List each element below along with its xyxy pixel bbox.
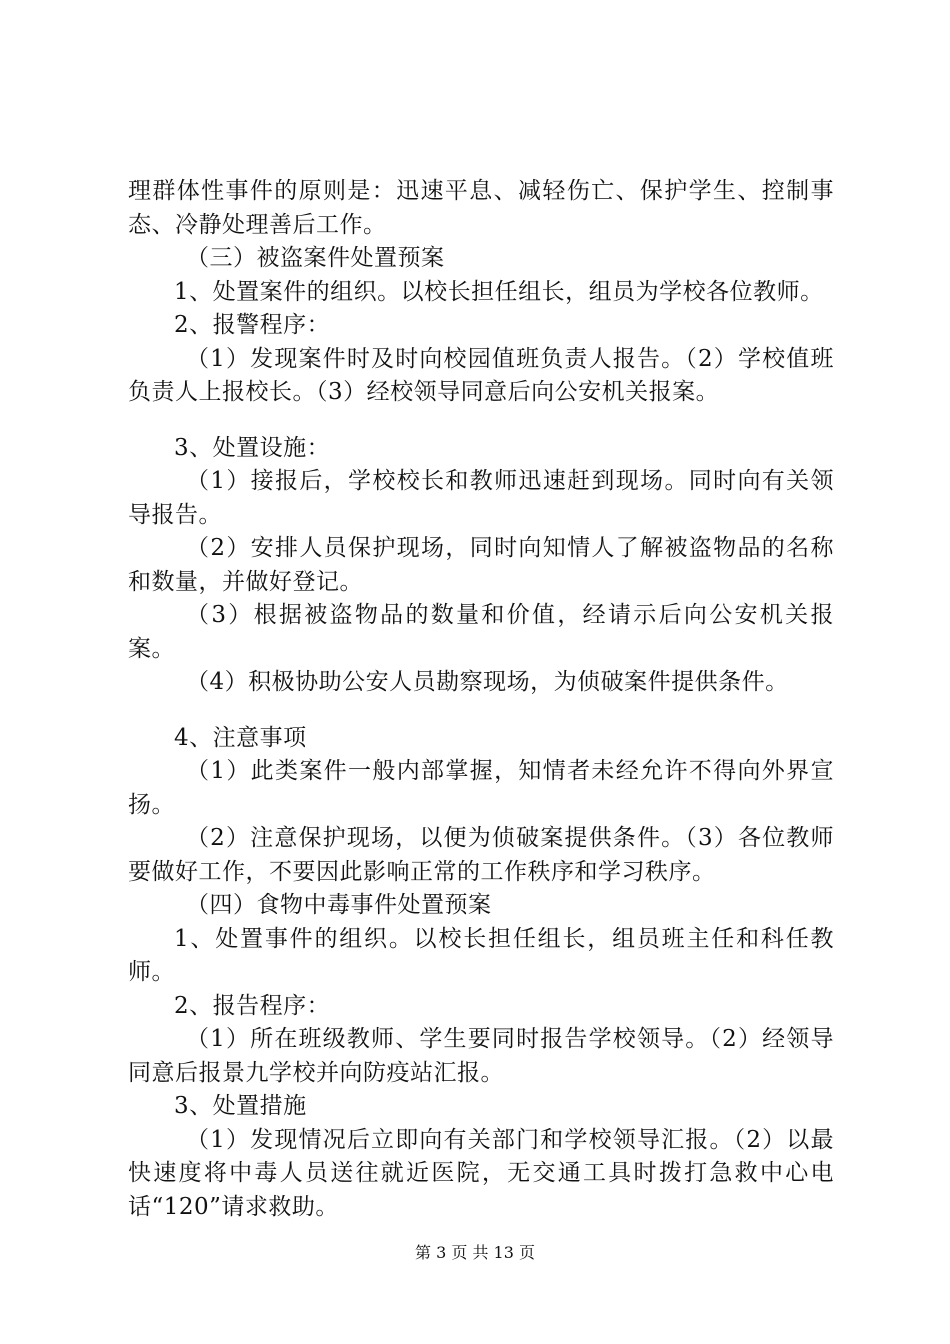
paragraph-measure-1: （1）接报后，学校校长和教师迅速赶到现场。同时向有关领导报告。 xyxy=(128,468,834,528)
section-heading-theft: （三）被盗案件处置预案 xyxy=(186,245,445,271)
paragraph-handling-measures: 3、处置设施： xyxy=(174,434,331,461)
paragraph-note-1: （1）此类案件一般内部掌握，知情者未经允许不得向外界宣扬。 xyxy=(128,758,834,818)
paragraph-food-measure-steps: （1）发现情况后立即向有关部门和学校领导汇报。（2）以最快速度将中毒人员送往就近医院，无交通工具时拨打急救中心电话“120”请求救助。 xyxy=(128,1126,834,1220)
document-body xyxy=(128,175,834,1224)
paragraph-food-organization: 1、处置事件的组织。以校长担任组长，组员班主任和科任教师。 xyxy=(128,925,834,985)
paragraph-alarm-procedure: 2、报警程序： xyxy=(174,312,331,338)
paragraph-notes: 4、注意事项 xyxy=(174,724,307,751)
paragraph-measure-3: （3）根据被盗物品的数量和价值，经请示后向公安机关报案。 xyxy=(128,602,834,662)
paragraph-measure-4: （4）积极协助公安人员勘察现场，为侦破案件提供条件。 xyxy=(186,669,789,695)
section-heading-food-poisoning: （四）食物中毒事件处置预案 xyxy=(186,892,492,918)
paragraph-report-procedure: 2、报告程序： xyxy=(174,992,331,1019)
page-footer: 第 3 页 共 13 页 xyxy=(415,1243,535,1262)
paragraph-food-measures: 3、处置措施 xyxy=(174,1093,307,1119)
paragraph-note-2: （2）注意保护现场，以便为侦破案提供条件。（3）各位教师要做好工作，不要因此影响正常的工作秩序和学习秩序。 xyxy=(128,825,834,885)
paragraph-principle: 理群体性事件的原则是：迅速平息、减轻伤亡、保护学生、控制事态、冷静处理善后工作。 xyxy=(128,178,834,238)
paragraph-measure-2: （2）安排人员保护现场，同时向知情人了解被盗物品的名称和数量，并做好登记。 xyxy=(128,535,834,595)
paragraph-alarm-steps: （1）发现案件时及时向校园值班负责人报告。（2）学校值班负责人上报校长。（3）经校领导同意后向公安机关报案。 xyxy=(128,345,834,405)
paragraph-report-steps: （1）所在班级教师、学生要同时报告学校领导。（2）经领导同意后报景九学校并向防疫站汇报。 xyxy=(128,1026,834,1086)
paragraph-theft-organization: 1、处置案件的组织。以校长担任组长，组员为学校各位教师。 xyxy=(174,278,824,305)
